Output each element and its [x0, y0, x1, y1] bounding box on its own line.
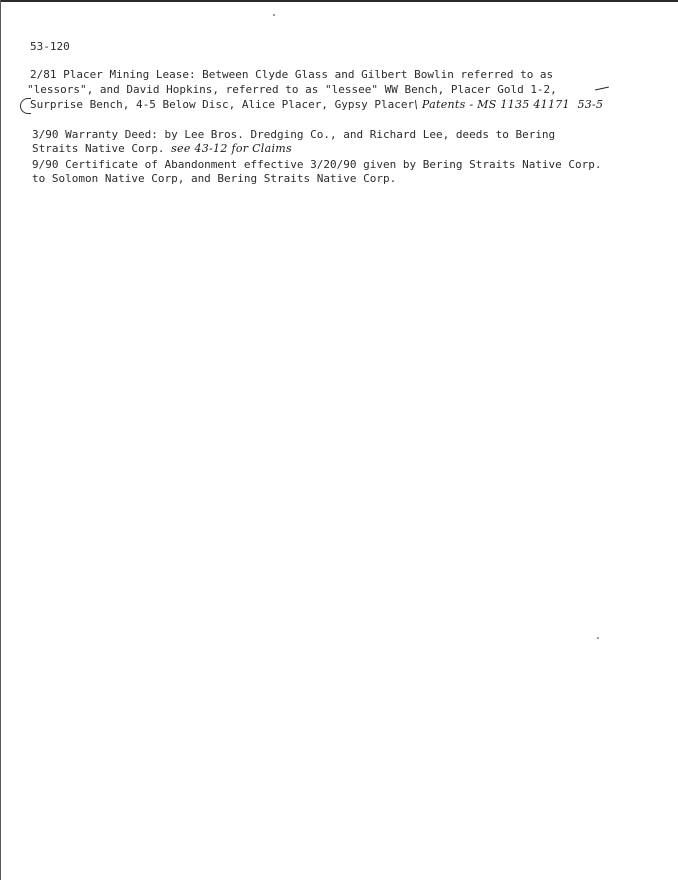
entry-3-line-2: to Solomon Native Corp, and Bering Straits Native Corp. — [32, 172, 397, 185]
entry-2-line-1: 3/90 Warranty Deed: by Lee Bros. Dredging Co., and Richard Lee, deeds to Bering — [32, 128, 556, 141]
handwritten-see-claims-note: see 43-12 for Claims — [171, 142, 292, 155]
page-border-left — [0, 0, 1, 880]
entry-1-line-1: 2/81 Placer Mining Lease: Between Clyde Glass and Gilbert Bowlin referred to as — [30, 68, 554, 81]
scan-speck — [273, 14, 275, 16]
entry-3-line-1: 9/90 Certificate of Abandonment effective 3/20/90 given by Bering Straits Native Corp. — [32, 158, 602, 171]
handwritten-patents-note: \ Patents - MS 1135 41171 53-5 — [414, 98, 604, 111]
reference-number: 53-120 — [30, 40, 70, 53]
entry-1-line-3 — [30, 98, 603, 111]
entry-2-line-2-typed: Straits Native Corp. — [32, 142, 165, 155]
entry-1-line-2: "lessors", and David Hopkins, referred to as "lessee" WW Bench, Placer Gold 1-2, — [27, 83, 557, 96]
entry-2-line-2 — [32, 142, 292, 155]
entry-1-line-3-typed: Surprise Bench, 4-5 Below Disc, Alice Placer, Gypsy Placer — [30, 98, 415, 111]
page-border-top — [0, 0, 678, 2]
scan-speck — [597, 637, 599, 639]
handwritten-slash-mark — [595, 87, 609, 91]
